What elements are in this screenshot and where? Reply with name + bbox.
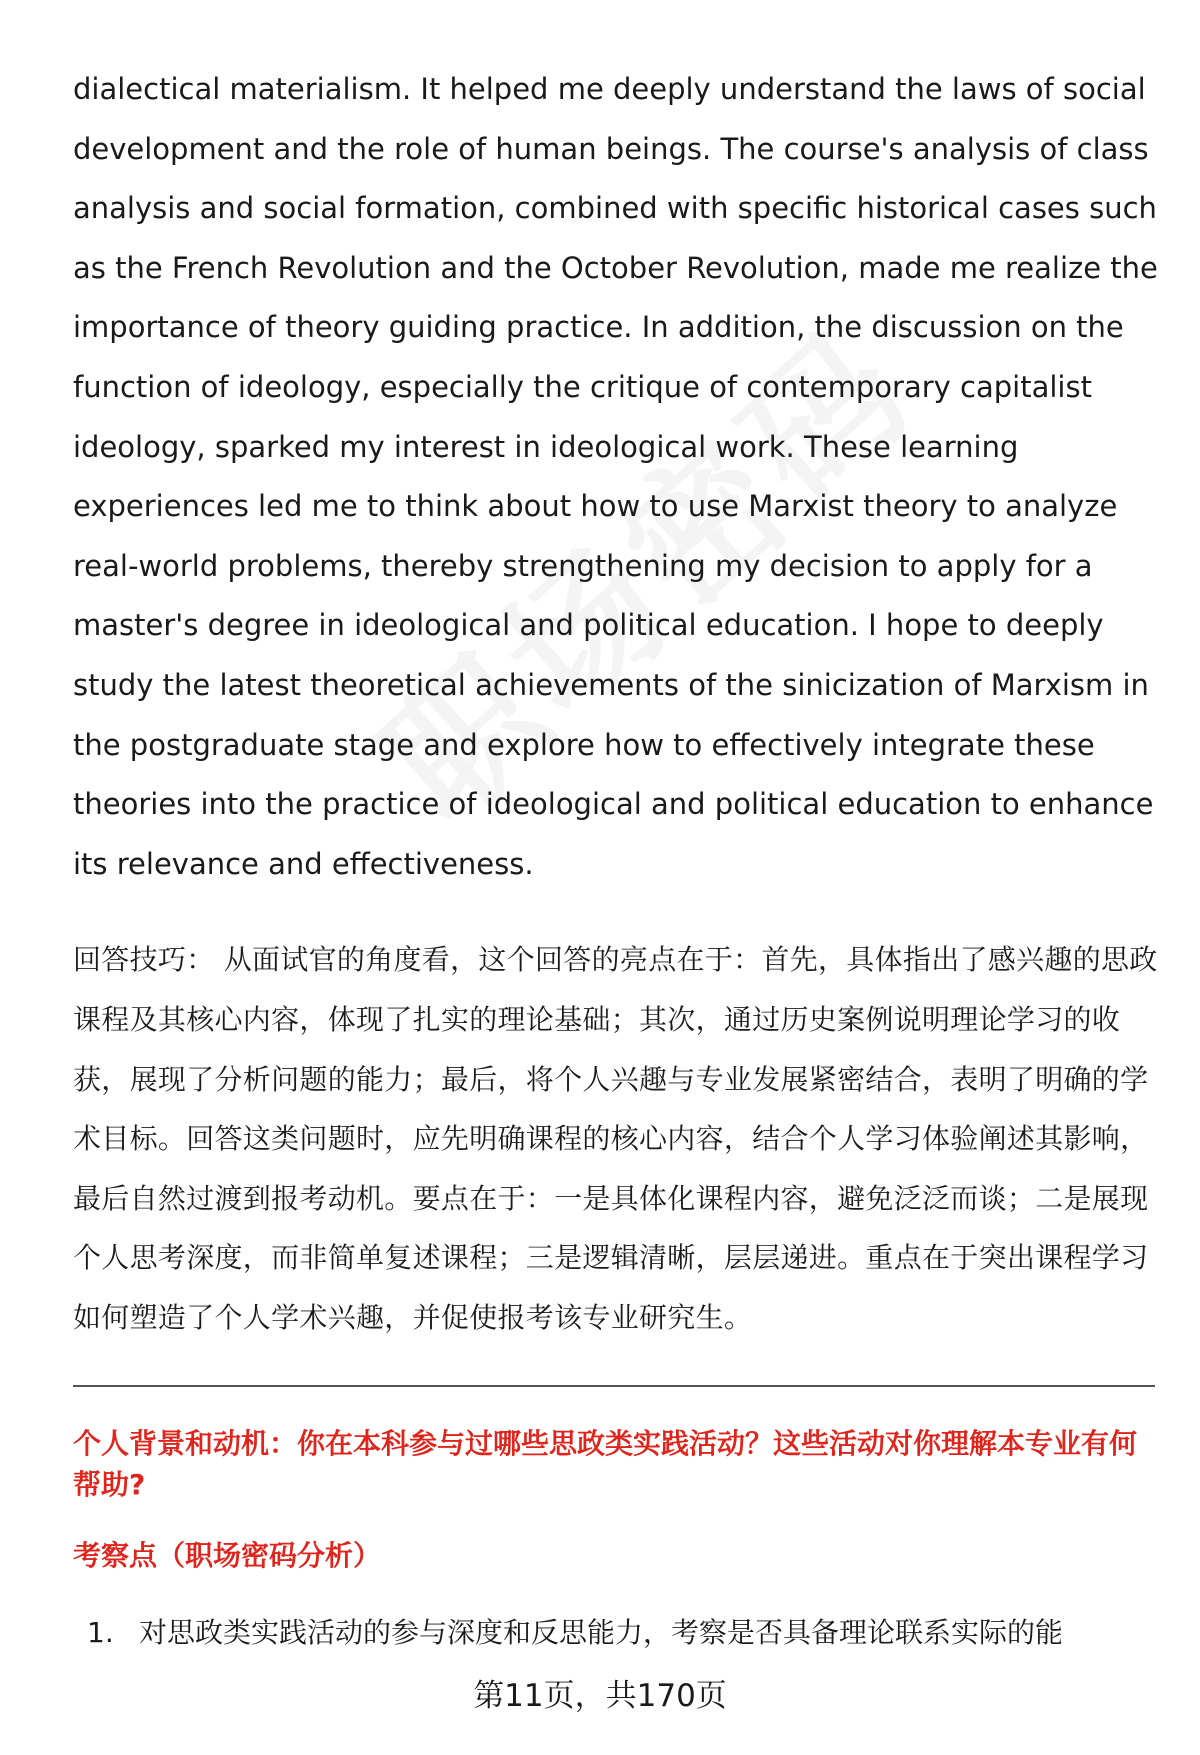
list-item-text: 对思政类实践活动的参与深度和反思能力，考察是否具备理论联系实际的能 <box>139 1616 1064 1650</box>
section-title: 考察点（职场密码分析） <box>73 1539 382 1573</box>
page-footer: 第11页，共170页 <box>473 1678 727 1714</box>
assessment-list <box>73 1612 1158 1653</box>
question-heading: 个人背景和动机：你在本科参与过哪些思政类实践活动？这些活动对你理解本专业有何帮助? <box>73 1427 1138 1502</box>
body-paragraph: dialectical materialism. It helped me deeply understand the laws of social development and the role of human beings. The course's analysis of class analysis and social formation, combined with specific historical cases such as the French Revolution and the October Revolution, made me realize the importance of theory guiding practice. In addition, the discussion on the function of ideology, especially the critique of contemporary capitalist ideology, sparked my interest in ideological work. These learning experiences led me to think about how to use Marxist theory to analyze real-world problems, thereby strengthening my decision to apply for a master's degree in ideological and political education. I hope to deeply study the latest theoretical achievements of the sinicization of Marxism in the postgraduate stage and explore how to effectively integrate these theories into the practice of ideological and political education to enhance its relevance and effectiveness. <box>73 72 1158 881</box>
answer-tips: 回答技巧： 从面试官的角度看，这个回答的亮点在于：首先，具体指出了感兴趣的思政课程及其核心内容，体现了扎实的理论基础；其次，通过历史案例说明理论学习的收获，展现了分析问题的能力；最后，将个人兴趣与专业发展紧密结合，表明了明确的学术目标。回答这类问题时，应先明确课程的核心内容，结合个人学习体验阐述其影响，最后自然过渡到报考动机。要点在于：一是具体化课程内容，避免泛泛而谈；二是展现个人思考深度，而非简单复述课程；三是逻辑清晰，层层递进。重点在于突出课程学习如何塑造了个人学术兴趣，并促使报考该专业研究生。 <box>73 943 1158 1334</box>
page-content <box>73 60 1158 1653</box>
list-item <box>73 1612 1158 1653</box>
list-item-number: 1. <box>87 1616 114 1650</box>
divider <box>73 1385 1155 1387</box>
